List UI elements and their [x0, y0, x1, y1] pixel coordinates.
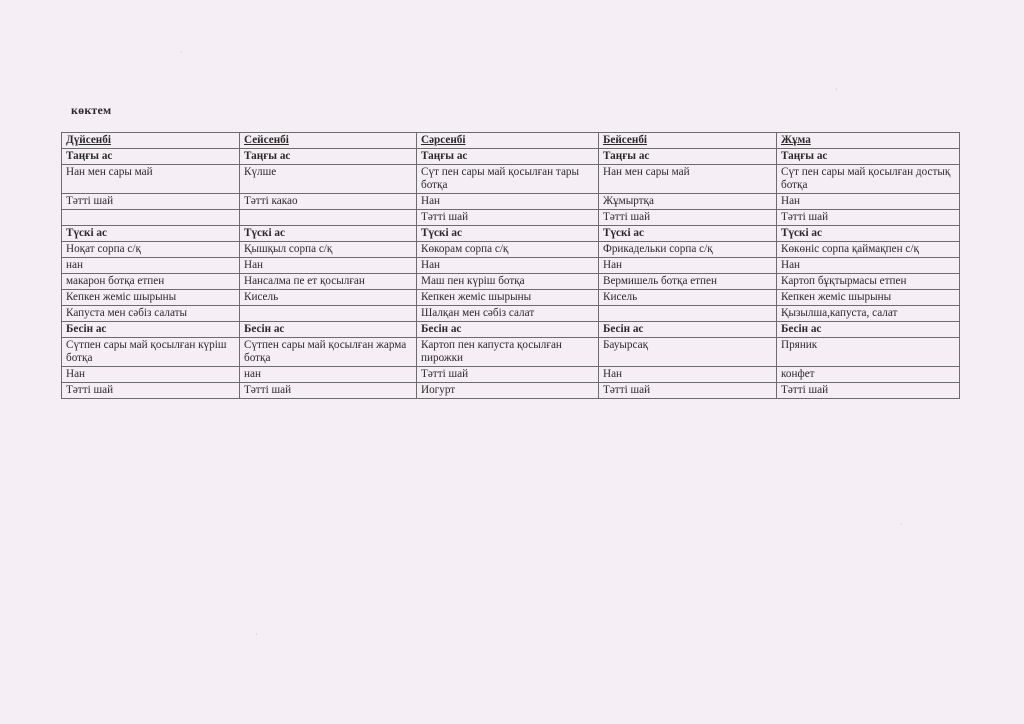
column-header-monday: Дүйсенбі [62, 133, 240, 149]
scan-speck: · [180, 48, 183, 57]
menu-cell-monday: Кепкен жеміс шырыны [62, 290, 240, 306]
meal-label-friday: Түскі ас [777, 226, 960, 242]
menu-cell-monday: Сүтпен сары май қосылған күріш ботқа [62, 338, 240, 367]
column-header-thursday: Бейсенбі [599, 133, 777, 149]
menu-cell-friday: Тәтті шай [777, 383, 960, 399]
menu-cell-monday: Тәтті шай [62, 194, 240, 210]
meal-label-thursday: Таңғы ас [599, 149, 777, 165]
menu-cell-friday: Кепкен жеміс шырыны [777, 290, 960, 306]
menu-cell-friday: конфет [777, 367, 960, 383]
menu-cell-thursday: Жұмыртқа [599, 194, 777, 210]
menu-table-body [62, 133, 960, 399]
menu-cell-friday: Картоп бұқтырмасы етпен [777, 274, 960, 290]
table-row [62, 306, 960, 322]
menu-cell-wednesday: Көкорам сорпа с/қ [417, 242, 599, 258]
menu-cell-wednesday: Картоп пен капуста қосылған пирожки [417, 338, 599, 367]
meal-label-friday: Бесін ас [777, 322, 960, 338]
weekday-header-row [62, 133, 960, 149]
menu-cell-thursday: Нан мен сары май [599, 165, 777, 194]
menu-cell-wednesday: Нан [417, 258, 599, 274]
menu-cell-tuesday: нан [240, 367, 417, 383]
season-label: көктем [71, 103, 112, 117]
menu-cell-tuesday: Тәтті шай [240, 383, 417, 399]
menu-cell-friday: Нан [777, 194, 960, 210]
menu-cell-friday: Сүт пен сары май қосылған достық ботқа [777, 165, 960, 194]
menu-cell-friday: Тәтті шай [777, 210, 960, 226]
weekly-menu-table [61, 132, 960, 399]
table-row [62, 194, 960, 210]
meal-label-friday: Таңғы ас [777, 149, 960, 165]
menu-cell-monday: Капуста мен сәбіз салаты [62, 306, 240, 322]
meal-label-monday: Бесін ас [62, 322, 240, 338]
meal-header-row [62, 149, 960, 165]
column-header-friday: Жұма [777, 133, 960, 149]
table-row [62, 258, 960, 274]
table-row [62, 165, 960, 194]
meal-label-thursday: Түскі ас [599, 226, 777, 242]
column-header-tuesday: Сейсенбі [240, 133, 417, 149]
menu-cell-thursday: Бауырсақ [599, 338, 777, 367]
menu-cell-wednesday: Маш пен күріш ботқа [417, 274, 599, 290]
menu-cell-tuesday: Нан [240, 258, 417, 274]
menu-cell-wednesday: Тәтті шай [417, 210, 599, 226]
meal-label-monday: Таңғы ас [62, 149, 240, 165]
menu-cell-monday: Нан мен сары май [62, 165, 240, 194]
menu-cell-monday: Ноқат сорпа с/қ [62, 242, 240, 258]
menu-cell-thursday: Тәтті шай [599, 383, 777, 399]
meal-label-wednesday: Түскі ас [417, 226, 599, 242]
menu-cell-tuesday: Күлше [240, 165, 417, 194]
menu-cell-monday: Тәтті шай [62, 383, 240, 399]
menu-cell-wednesday: Кепкен жеміс шырыны [417, 290, 599, 306]
meal-header-row [62, 226, 960, 242]
menu-cell-thursday: Фрикадельки сорпа с/қ [599, 242, 777, 258]
menu-cell-monday: нан [62, 258, 240, 274]
menu-cell-monday: Нан [62, 367, 240, 383]
menu-cell-friday: Қызылша,капуста, салат [777, 306, 960, 322]
menu-cell-wednesday: Тәтті шай [417, 367, 599, 383]
menu-cell-tuesday: Нансалма пе ет қосылған [240, 274, 417, 290]
scan-speck: · [255, 630, 258, 639]
column-header-wednesday: Сәрсенбі [417, 133, 599, 149]
menu-cell-thursday: Нан [599, 258, 777, 274]
menu-cell-wednesday: Сүт пен сары май қосылған тары ботқа [417, 165, 599, 194]
table-row [62, 338, 960, 367]
table-row [62, 210, 960, 226]
scan-speck: · [900, 520, 903, 529]
meal-label-tuesday: Таңғы ас [240, 149, 417, 165]
menu-cell-thursday: Вермишель ботқа етпен [599, 274, 777, 290]
table-row [62, 274, 960, 290]
meal-label-thursday: Бесін ас [599, 322, 777, 338]
table-row [62, 290, 960, 306]
menu-cell-friday: Көкөніс сорпа қаймақпен с/қ [777, 242, 960, 258]
menu-cell-monday [62, 210, 240, 226]
menu-cell-tuesday: Тәтті какао [240, 194, 417, 210]
menu-cell-thursday: Тәтті шай [599, 210, 777, 226]
menu-cell-wednesday: Нан [417, 194, 599, 210]
menu-cell-wednesday: Иогурт [417, 383, 599, 399]
menu-cell-tuesday [240, 306, 417, 322]
scan-speck: · [835, 85, 838, 94]
meal-label-wednesday: Бесін ас [417, 322, 599, 338]
meal-label-tuesday: Бесін ас [240, 322, 417, 338]
meal-label-tuesday: Түскі ас [240, 226, 417, 242]
menu-cell-tuesday: Сүтпен сары май қосылған жарма ботқа [240, 338, 417, 367]
table-row [62, 367, 960, 383]
menu-cell-thursday: Кисель [599, 290, 777, 306]
menu-cell-tuesday [240, 210, 417, 226]
menu-cell-friday: Нан [777, 258, 960, 274]
meal-label-monday: Түскі ас [62, 226, 240, 242]
table-row [62, 242, 960, 258]
menu-cell-tuesday: Кисель [240, 290, 417, 306]
meal-label-wednesday: Таңғы ас [417, 149, 599, 165]
menu-cell-thursday [599, 306, 777, 322]
menu-cell-monday: макарон ботқа етпен [62, 274, 240, 290]
menu-cell-thursday: Нан [599, 367, 777, 383]
meal-header-row [62, 322, 960, 338]
menu-cell-wednesday: Шалқан мен сәбіз салат [417, 306, 599, 322]
menu-cell-tuesday: Қышқыл сорпа с/қ [240, 242, 417, 258]
table-row [62, 383, 960, 399]
menu-cell-friday: Пряник [777, 338, 960, 367]
